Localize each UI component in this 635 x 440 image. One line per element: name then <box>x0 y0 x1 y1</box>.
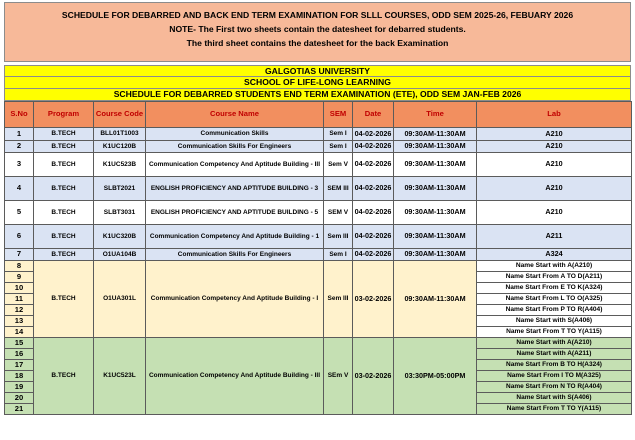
cell-sno[interactable]: 21 <box>5 404 34 415</box>
cell-sno[interactable]: 8 <box>5 261 34 272</box>
cell-sem[interactable]: Sem I <box>324 128 353 141</box>
cell-sno[interactable]: 9 <box>5 272 34 283</box>
cell-time[interactable]: 09:30AM-11:30AM <box>394 249 477 261</box>
cell-date[interactable]: 04-02-2026 <box>353 201 394 225</box>
cell-time[interactable]: 09:30AM-11:30AM <box>394 153 477 177</box>
cell-sno[interactable]: 15 <box>5 338 34 349</box>
cell-sem[interactable]: Sem III <box>324 225 353 249</box>
cell-lab[interactable]: A210 <box>477 153 632 177</box>
cell-program[interactable]: B.TECH <box>34 177 94 201</box>
cell-lab[interactable]: Name Start From I TO M(A325) <box>477 371 632 382</box>
cell-sno[interactable]: 13 <box>5 316 34 327</box>
cell-course-code[interactable]: K1UC320B <box>94 225 146 249</box>
table-row <box>5 249 632 261</box>
cell-time[interactable]: 09:30AM-11:30AM <box>394 141 477 153</box>
cell-time[interactable]: 09:30AM-11:30AM <box>394 128 477 141</box>
col-sem[interactable]: SEM <box>324 102 353 128</box>
cell-sno[interactable]: 5 <box>5 201 34 225</box>
col-date[interactable]: Date <box>353 102 394 128</box>
cell-course-name[interactable]: Communication Competency And Aptitude Building - 1 <box>146 225 324 249</box>
cell-date[interactable]: 04-02-2026 <box>353 225 394 249</box>
col-sno[interactable]: S.No <box>5 102 34 128</box>
cell-lab[interactable]: Name Start From N TO R(A404) <box>477 382 632 393</box>
cell-course-name[interactable]: Communication Skills <box>146 128 324 141</box>
cell-lab[interactable]: Name Start with A(A210) <box>477 338 632 349</box>
cell-sno[interactable]: 1 <box>5 128 34 141</box>
cell-date[interactable]: 03-02-2026 <box>353 261 394 338</box>
cell-lab[interactable]: Name Start From T TO Y(A115) <box>477 327 632 338</box>
header-note: NOTE- The First two sheets contain the datesheet for debarred students. <box>169 24 466 34</box>
cell-sno[interactable]: 3 <box>5 153 34 177</box>
cell-program[interactable]: B.TECH <box>34 338 94 415</box>
cell-lab[interactable]: Name Start From B TO H(A324) <box>477 360 632 371</box>
cell-lab[interactable]: A210 <box>477 128 632 141</box>
table-row <box>5 177 632 201</box>
cell-sno[interactable]: 2 <box>5 141 34 153</box>
col-course-name[interactable]: Course Name <box>146 102 324 128</box>
cell-time[interactable]: 09:30AM-11:30AM <box>394 261 477 338</box>
cell-course-name[interactable]: Communication Skills For Engineers <box>146 141 324 153</box>
col-program[interactable]: Program <box>34 102 94 128</box>
table-row <box>5 201 632 225</box>
cell-date[interactable]: 04-02-2026 <box>353 128 394 141</box>
spreadsheet <box>4 2 631 415</box>
table-row <box>5 153 632 177</box>
cell-sem[interactable]: SEm V <box>324 338 353 415</box>
cell-lab[interactable]: Name Start From P TO R(A404) <box>477 305 632 316</box>
header-row <box>5 102 632 128</box>
cell-sno[interactable]: 12 <box>5 305 34 316</box>
cell-lab[interactable]: A210 <box>477 177 632 201</box>
cell-program[interactable]: B.TECH <box>34 261 94 338</box>
cell-lab[interactable]: Name Start with S(A406) <box>477 316 632 327</box>
cell-course-name[interactable]: ENGLISH PROFICIENCY AND APTITUDE BUILDING - 5 <box>146 201 324 225</box>
header-note-2: The third sheet contains the datesheet for the back Examination <box>186 38 449 48</box>
cell-time[interactable]: 03:30PM-05:00PM <box>394 338 477 415</box>
table-row <box>5 225 632 249</box>
col-time[interactable]: Time <box>394 102 477 128</box>
cell-date[interactable]: 04-02-2026 <box>353 153 394 177</box>
cell-sem[interactable]: Sem I <box>324 141 353 153</box>
cell-sno[interactable]: 17 <box>5 360 34 371</box>
col-course-code[interactable]: Course Code <box>94 102 146 128</box>
col-lab[interactable]: Lab <box>477 102 632 128</box>
cell-program[interactable]: B.TECH <box>34 225 94 249</box>
cell-lab[interactable]: Name Start with A(A210) <box>477 261 632 272</box>
schedule-title[interactable]: SCHEDULE FOR DEBARRED STUDENTS END TERM EXAMINATION (ETE), ODD SEM JAN-FEB 2026 <box>4 89 631 101</box>
cell-lab[interactable]: Name Start with A(A211) <box>477 349 632 360</box>
cell-sem[interactable]: SEM V <box>324 201 353 225</box>
cell-sno[interactable]: 7 <box>5 249 34 261</box>
cell-sem[interactable]: SEM III <box>324 177 353 201</box>
cell-time[interactable]: 09:30AM-11:30AM <box>394 201 477 225</box>
cell-sno[interactable]: 6 <box>5 225 34 249</box>
cell-program[interactable]: B.TECH <box>34 128 94 141</box>
header-box[interactable] <box>4 2 631 62</box>
cell-course-code[interactable]: K1UC120B <box>94 141 146 153</box>
cell-lab[interactable]: Name Start From E TO K(A324) <box>477 283 632 294</box>
cell-lab[interactable]: A210 <box>477 201 632 225</box>
cell-course-code[interactable]: O1UA104B <box>94 249 146 261</box>
cell-course-code[interactable]: BLL01T1003 <box>94 128 146 141</box>
cell-course-code[interactable]: K1UC523L <box>94 338 146 415</box>
cell-course-name[interactable]: Communication Competency And Aptitude Building - I <box>146 261 324 338</box>
cell-program[interactable]: B.TECH <box>34 153 94 177</box>
schedule-table <box>4 101 632 415</box>
cell-course-name[interactable]: Communication Skills For Engineers <box>146 249 324 261</box>
cell-lab[interactable]: Name Start From T TO Y(A115) <box>477 404 632 415</box>
table-row <box>5 128 632 141</box>
cell-lab[interactable]: Name Start From A TO D(A211) <box>477 272 632 283</box>
cell-course-code[interactable]: SLBT2021 <box>94 177 146 201</box>
cell-date[interactable]: 04-02-2026 <box>353 141 394 153</box>
cell-sno[interactable]: 14 <box>5 327 34 338</box>
cell-sem[interactable]: Sem V <box>324 153 353 177</box>
table-row <box>5 141 632 153</box>
cell-course-name[interactable]: Communication Competency And Aptitude Building - III <box>146 153 324 177</box>
cell-time[interactable]: 09:30AM-11:30AM <box>394 225 477 249</box>
table-row <box>5 338 632 349</box>
cell-sem[interactable]: Sem I <box>324 249 353 261</box>
cell-course-name[interactable]: Communication Competency And Aptitude Building - III <box>146 338 324 415</box>
cell-lab[interactable]: Name Start From L TO O(A325) <box>477 294 632 305</box>
cell-sno[interactable]: 16 <box>5 349 34 360</box>
cell-program[interactable]: B.TECH <box>34 249 94 261</box>
cell-lab[interactable]: Name Start with S(A406) <box>477 393 632 404</box>
cell-lab[interactable]: A211 <box>477 225 632 249</box>
cell-lab[interactable]: A210 <box>477 141 632 153</box>
header-title: SCHEDULE FOR DEBARRED AND BACK END TERM EXAMINATION FOR SLLL COURSES, ODD SEM 2025-26, FEBUARY 2026 <box>61 10 574 20</box>
cell-program[interactable]: B.TECH <box>34 201 94 225</box>
cell-sem[interactable]: Sem III <box>324 261 353 338</box>
cell-sno[interactable]: 18 <box>5 371 34 382</box>
cell-course-code[interactable]: SLBT3031 <box>94 201 146 225</box>
cell-course-name[interactable]: ENGLISH PROFICIENCY AND APTITUDE BUILDING - 3 <box>146 177 324 201</box>
school-name[interactable]: SCHOOL OF LIFE-LONG LEARNING <box>4 77 631 89</box>
cell-date[interactable]: 04-02-2026 <box>353 177 394 201</box>
cell-sno[interactable]: 19 <box>5 382 34 393</box>
cell-lab[interactable]: A324 <box>477 249 632 261</box>
cell-time[interactable]: 09:30AM-11:30AM <box>394 177 477 201</box>
cell-sno[interactable]: 10 <box>5 283 34 294</box>
cell-course-code[interactable]: O1UA301L <box>94 261 146 338</box>
cell-course-code[interactable]: K1UC523B <box>94 153 146 177</box>
cell-program[interactable]: B.TECH <box>34 141 94 153</box>
university-name[interactable]: GALGOTIAS UNIVERSITY <box>4 65 631 77</box>
cell-sno[interactable]: 4 <box>5 177 34 201</box>
cell-sno[interactable]: 20 <box>5 393 34 404</box>
table-row <box>5 261 632 272</box>
cell-date[interactable]: 04-02-2026 <box>353 249 394 261</box>
cell-sno[interactable]: 11 <box>5 294 34 305</box>
cell-date[interactable]: 03-02-2026 <box>353 338 394 415</box>
